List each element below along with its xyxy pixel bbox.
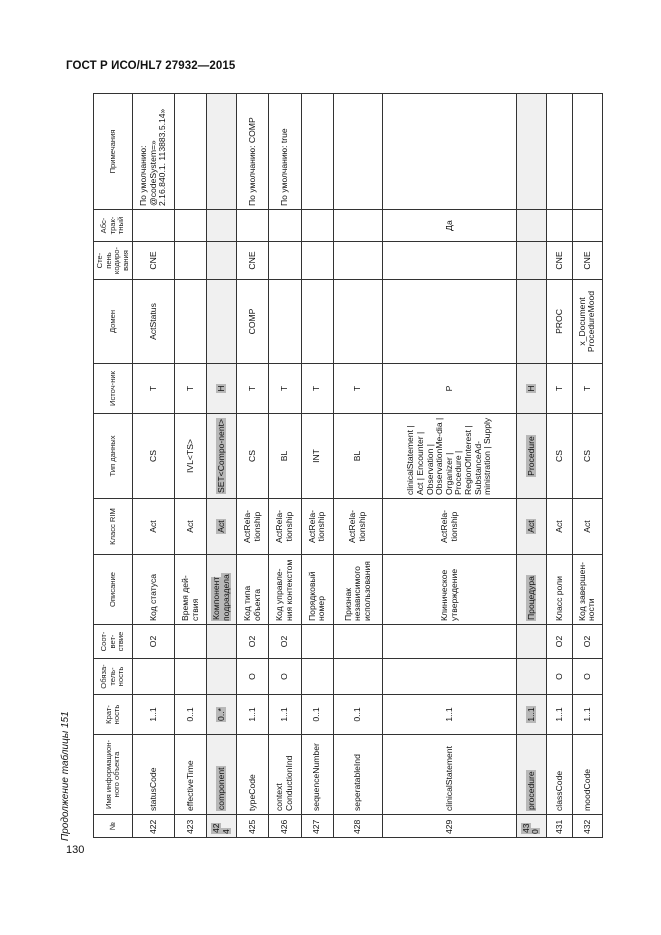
domain xyxy=(383,280,517,364)
coding-strength xyxy=(383,242,517,280)
row-number: 425 xyxy=(237,815,269,838)
table-row xyxy=(207,94,237,838)
cardinality: 1..1 xyxy=(133,695,175,735)
row-number: 423 xyxy=(175,815,207,838)
description: Код управле-ния контекстом xyxy=(269,555,301,625)
abstract-flag xyxy=(237,210,269,242)
row-number: 432 xyxy=(572,815,602,838)
highlighted-text: 0..* xyxy=(215,708,226,721)
source: T xyxy=(301,364,333,414)
conformance xyxy=(383,625,517,659)
mandatory xyxy=(333,659,383,695)
rim-class: ActRela-tionship xyxy=(333,499,383,555)
cardinality: 0..1 xyxy=(175,695,207,735)
conformance xyxy=(333,625,383,659)
header-row xyxy=(94,94,133,838)
highlighted-text: H xyxy=(215,385,226,392)
table-row xyxy=(333,94,383,838)
abstract-flag xyxy=(207,210,237,242)
domain xyxy=(333,280,383,364)
conformance xyxy=(175,625,207,659)
column-header: Крат-ность xyxy=(94,695,133,735)
coding-strength xyxy=(516,242,546,280)
rim-class xyxy=(516,499,546,555)
source: T xyxy=(546,364,572,414)
column-header: Соот-вет-ствие xyxy=(94,625,133,659)
conformance xyxy=(207,625,237,659)
mandatory: O xyxy=(269,659,301,695)
source: P xyxy=(383,364,517,414)
source: T xyxy=(133,364,175,414)
notes xyxy=(572,94,602,210)
source xyxy=(207,364,237,414)
rim-class: Act xyxy=(175,499,207,555)
object-name: clinicalStatement xyxy=(383,735,517,815)
notes: По умолчанию: COMP xyxy=(237,94,269,210)
data-type: INT xyxy=(301,414,333,499)
cardinality xyxy=(516,695,546,735)
notes xyxy=(301,94,333,210)
abstract-flag: Да xyxy=(383,210,517,242)
object-name xyxy=(516,735,546,815)
highlighted-text: H xyxy=(525,385,536,392)
description: Код завершен-ности xyxy=(572,555,602,625)
cardinality: 0..1 xyxy=(333,695,383,735)
conformance: O2 xyxy=(237,625,269,659)
rim-class: ActRela-tionship xyxy=(301,499,333,555)
column-header: Источ-ник xyxy=(94,364,133,414)
attributes-table xyxy=(93,93,603,838)
notes xyxy=(333,94,383,210)
highlighted-text: Act xyxy=(215,520,226,533)
domain: COMP xyxy=(237,280,269,364)
description: Порядковый номер xyxy=(301,555,333,625)
column-header: Имя информацион-ного объекта xyxy=(94,735,133,815)
rotated-table-container xyxy=(93,94,603,838)
source: T xyxy=(237,364,269,414)
table-caption: Продолжение таблицы 151 xyxy=(60,711,71,841)
highlighted-text: Процедура xyxy=(525,576,536,620)
object-name: typeCode xyxy=(237,735,269,815)
conformance: O2 xyxy=(133,625,175,659)
table-row xyxy=(383,94,517,838)
mandatory: O xyxy=(572,659,602,695)
object-name: statusCode xyxy=(133,735,175,815)
coding-strength: CNE xyxy=(572,242,602,280)
data-type: CS xyxy=(572,414,602,499)
data-type: clinicalStatement | Act | Encounter | Observation | ObservationMe-dia | Organizer | Procedure | RegionOfInterest | SubstanceAd-ministration | Supply xyxy=(383,414,517,499)
domain xyxy=(516,280,546,364)
abstract-flag xyxy=(546,210,572,242)
highlighted-text: 1..1 xyxy=(525,707,536,722)
data-type xyxy=(516,414,546,499)
mandatory: O xyxy=(237,659,269,695)
abstract-flag xyxy=(133,210,175,242)
mandatory xyxy=(516,659,546,695)
object-name: seperatableInd xyxy=(333,735,383,815)
source: T xyxy=(269,364,301,414)
document-header: ГОСТ Р ИСО/HL7 27932—2015 xyxy=(66,60,236,72)
domain: ActStatus xyxy=(133,280,175,364)
notes xyxy=(516,94,546,210)
rim-class: ActRela-tionship xyxy=(269,499,301,555)
cardinality: 1..1 xyxy=(237,695,269,735)
table-row xyxy=(133,94,175,838)
source: T xyxy=(333,364,383,414)
table-row xyxy=(237,94,269,838)
description: Код статуса xyxy=(133,555,175,625)
object-name: context ConductionInd xyxy=(269,735,301,815)
conformance: O2 xyxy=(269,625,301,659)
domain xyxy=(301,280,333,364)
rim-class: Act xyxy=(133,499,175,555)
object-name: classCode xyxy=(546,735,572,815)
abstract-flag xyxy=(516,210,546,242)
row-number: 431 xyxy=(546,815,572,838)
notes xyxy=(175,94,207,210)
table-row xyxy=(175,94,207,838)
coding-strength xyxy=(207,242,237,280)
cardinality: 0..1 xyxy=(301,695,333,735)
object-name: moodCode xyxy=(572,735,602,815)
coding-strength: CNE xyxy=(237,242,269,280)
mandatory xyxy=(383,659,517,695)
table-row xyxy=(269,94,301,838)
column-header: Сте-пень кодиро-вания xyxy=(94,242,133,280)
abstract-flag xyxy=(175,210,207,242)
conformance xyxy=(301,625,333,659)
table-row xyxy=(516,94,546,838)
notes xyxy=(546,94,572,210)
rim-class: ActRela-tionship xyxy=(383,499,517,555)
conformance: O2 xyxy=(546,625,572,659)
table-row xyxy=(572,94,602,838)
highlighted-text: Procedure xyxy=(525,436,536,476)
description xyxy=(207,555,237,625)
domain: x_Document ProcedureMood xyxy=(572,280,602,364)
highlighted-text: component xyxy=(215,767,226,810)
data-type xyxy=(207,414,237,499)
object-name: effectiveTime xyxy=(175,735,207,815)
row-number xyxy=(516,815,546,838)
abstract-flag xyxy=(333,210,383,242)
domain xyxy=(207,280,237,364)
notes: По умолчанию: @codeSystem=» 2.16.840.1. 113883.5.14» xyxy=(133,94,175,210)
coding-strength xyxy=(175,242,207,280)
cardinality: 1..1 xyxy=(383,695,517,735)
coding-strength xyxy=(333,242,383,280)
data-type: BL xyxy=(333,414,383,499)
column-header: Абс-трак-тный xyxy=(94,210,133,242)
highlighted-text: SET<Compo-nent> xyxy=(215,418,226,494)
cardinality xyxy=(207,695,237,735)
notes xyxy=(207,94,237,210)
table-row xyxy=(301,94,333,838)
data-type: CS xyxy=(546,414,572,499)
abstract-flag xyxy=(572,210,602,242)
source: T xyxy=(572,364,602,414)
column-header: Класс RIM xyxy=(94,499,133,555)
description: Код типа объекта xyxy=(237,555,269,625)
coding-strength xyxy=(269,242,301,280)
column-header: № xyxy=(94,815,133,838)
rim-class xyxy=(207,499,237,555)
mandatory xyxy=(133,659,175,695)
notes: По умолчанию: true xyxy=(269,94,301,210)
column-header: Домен xyxy=(94,280,133,364)
cardinality: 1..1 xyxy=(546,695,572,735)
abstract-flag xyxy=(301,210,333,242)
highlighted-text: 430 xyxy=(520,823,541,834)
column-header: Примечания xyxy=(94,94,133,210)
description: Признак независимого использования xyxy=(333,555,383,625)
row-number xyxy=(207,815,237,838)
domain: PROC xyxy=(546,280,572,364)
row-number: 427 xyxy=(301,815,333,838)
notes xyxy=(383,94,517,210)
mandatory xyxy=(207,659,237,695)
cardinality: 1..1 xyxy=(269,695,301,735)
mandatory xyxy=(175,659,207,695)
data-type: BL xyxy=(269,414,301,499)
abstract-flag xyxy=(269,210,301,242)
column-header: Обяза-тель-ность xyxy=(94,659,133,695)
row-number: 426 xyxy=(269,815,301,838)
column-header: Тип данных xyxy=(94,414,133,499)
row-number: 428 xyxy=(333,815,383,838)
conformance: O2 xyxy=(572,625,602,659)
table-row xyxy=(546,94,572,838)
object-name xyxy=(207,735,237,815)
column-header: Описание xyxy=(94,555,133,625)
row-number: 422 xyxy=(133,815,175,838)
rim-class: ActRela-tionship xyxy=(237,499,269,555)
source: T xyxy=(175,364,207,414)
domain xyxy=(269,280,301,364)
data-type: CS xyxy=(237,414,269,499)
page-number: 130 xyxy=(66,844,85,856)
domain xyxy=(175,280,207,364)
row-number: 429 xyxy=(383,815,517,838)
description: Класс роли xyxy=(546,555,572,625)
description xyxy=(516,555,546,625)
highlighted-text: Компонент подраздела xyxy=(211,574,231,621)
coding-strength xyxy=(301,242,333,280)
mandatory: O xyxy=(546,659,572,695)
data-type: CS xyxy=(133,414,175,499)
description: Клиническое утверждение xyxy=(383,555,517,625)
object-name: sequenceNumber xyxy=(301,735,333,815)
highlighted-text: 424 xyxy=(211,823,231,834)
highlighted-text: procedure xyxy=(525,771,536,810)
data-type: IVL<TS> xyxy=(175,414,207,499)
coding-strength: CNE xyxy=(133,242,175,280)
description: Время дей-ствия xyxy=(175,555,207,625)
source xyxy=(516,364,546,414)
conformance xyxy=(516,625,546,659)
mandatory xyxy=(301,659,333,695)
highlighted-text: Act xyxy=(525,520,536,533)
rim-class: Act xyxy=(546,499,572,555)
cardinality: 1..1 xyxy=(572,695,602,735)
coding-strength: CNE xyxy=(546,242,572,280)
rim-class: Act xyxy=(572,499,602,555)
